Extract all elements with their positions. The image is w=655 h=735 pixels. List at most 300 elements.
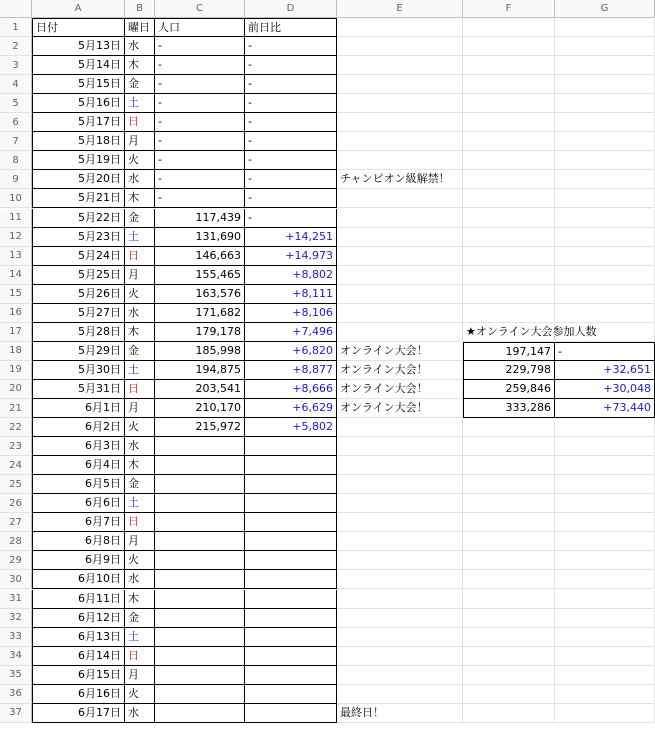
row-header-10[interactable]: 10 xyxy=(0,189,32,208)
weekday-cell[interactable]: 火 xyxy=(125,685,155,704)
row-header-1[interactable]: 1 xyxy=(0,18,32,37)
diff-cell[interactable]: - xyxy=(245,189,337,208)
grid-cell[interactable] xyxy=(463,685,555,704)
grid-cell[interactable] xyxy=(463,151,555,170)
date-cell[interactable]: 5月21日 xyxy=(32,189,125,208)
date-cell[interactable]: 5月23日 xyxy=(32,228,125,247)
population-cell[interactable] xyxy=(155,532,245,551)
population-cell[interactable]: 163,576 xyxy=(155,285,245,304)
date-cell[interactable]: 6月14日 xyxy=(32,647,125,666)
diff-cell[interactable] xyxy=(245,628,337,647)
note-cell[interactable]: オンライン大会！ xyxy=(337,399,463,418)
diff-cell[interactable] xyxy=(245,647,337,666)
row-header-19[interactable]: 19 xyxy=(0,361,32,380)
grid-cell[interactable] xyxy=(555,532,655,551)
column-header-g[interactable]: G xyxy=(555,0,655,18)
grid-cell[interactable] xyxy=(555,56,655,75)
diff-cell[interactable] xyxy=(245,456,337,475)
note-cell[interactable] xyxy=(337,323,463,342)
grid-cell[interactable] xyxy=(463,513,555,532)
row-header-15[interactable]: 15 xyxy=(0,285,32,304)
weekday-cell[interactable]: 土 xyxy=(125,94,155,113)
date-cell[interactable]: 5月27日 xyxy=(32,304,125,323)
column-header-e[interactable]: E xyxy=(337,0,463,18)
grid-cell[interactable] xyxy=(555,418,655,437)
population-cell[interactable] xyxy=(155,609,245,628)
date-cell[interactable]: 5月28日 xyxy=(32,323,125,342)
date-cell[interactable]: 6月15日 xyxy=(32,666,125,685)
row-header-6[interactable]: 6 xyxy=(0,113,32,132)
row-header-30[interactable]: 30 xyxy=(0,570,32,589)
row-header-13[interactable]: 13 xyxy=(0,247,32,266)
population-cell[interactable] xyxy=(155,685,245,704)
column-header-c[interactable]: C xyxy=(155,0,245,18)
population-cell[interactable]: 215,972 xyxy=(155,418,245,437)
tournament-diff-cell[interactable]: +30,048 xyxy=(555,380,655,399)
row-header-11[interactable]: 11 xyxy=(0,209,32,228)
row-header-35[interactable]: 35 xyxy=(0,666,32,685)
note-cell[interactable] xyxy=(337,418,463,437)
grid-cell[interactable] xyxy=(555,132,655,151)
note-cell[interactable]: チャンピオン級解禁！ xyxy=(337,170,463,189)
population-cell[interactable]: 210,170 xyxy=(155,399,245,418)
diff-cell[interactable]: +5,802 xyxy=(245,418,337,437)
note-cell[interactable]: オンライン大会！ xyxy=(337,361,463,380)
date-cell[interactable]: 5月17日 xyxy=(32,113,125,132)
note-cell[interactable] xyxy=(337,247,463,266)
grid-cell[interactable] xyxy=(555,704,655,723)
population-cell[interactable]: 171,682 xyxy=(155,304,245,323)
population-cell[interactable] xyxy=(155,570,245,589)
online-tournament-title[interactable]: ★オンライン大会参加人数 xyxy=(463,323,555,342)
diff-cell[interactable]: - xyxy=(245,56,337,75)
diff-cell[interactable]: +8,877 xyxy=(245,361,337,380)
weekday-cell[interactable]: 水 xyxy=(125,170,155,189)
grid-cell[interactable] xyxy=(555,37,655,56)
tournament-diff-cell[interactable]: +73,440 xyxy=(555,399,655,418)
note-cell[interactable] xyxy=(337,666,463,685)
grid-cell[interactable] xyxy=(463,18,555,37)
date-cell[interactable]: 6月8日 xyxy=(32,532,125,551)
diff-cell[interactable] xyxy=(245,513,337,532)
diff-cell[interactable] xyxy=(245,570,337,589)
grid-cell[interactable] xyxy=(337,18,463,37)
grid-cell[interactable] xyxy=(555,494,655,513)
population-cell[interactable]: 203,541 xyxy=(155,380,245,399)
weekday-cell[interactable]: 日 xyxy=(125,513,155,532)
note-cell[interactable] xyxy=(337,513,463,532)
date-cell[interactable]: 6月2日 xyxy=(32,418,125,437)
date-cell[interactable]: 6月11日 xyxy=(32,590,125,609)
date-cell[interactable]: 5月13日 xyxy=(32,37,125,56)
grid-cell[interactable] xyxy=(555,323,655,342)
diff-cell[interactable]: - xyxy=(245,209,337,228)
grid-cell[interactable] xyxy=(555,151,655,170)
weekday-cell[interactable]: 月 xyxy=(125,399,155,418)
weekday-cell[interactable]: 水 xyxy=(125,570,155,589)
weekday-cell[interactable]: 木 xyxy=(125,590,155,609)
row-header-25[interactable]: 25 xyxy=(0,475,32,494)
grid-cell[interactable] xyxy=(555,475,655,494)
row-header-4[interactable]: 4 xyxy=(0,75,32,94)
diff-cell[interactable]: +14,251 xyxy=(245,228,337,247)
diff-cell[interactable]: +8,106 xyxy=(245,304,337,323)
population-cell[interactable] xyxy=(155,647,245,666)
weekday-cell[interactable]: 水 xyxy=(125,437,155,456)
grid-cell[interactable] xyxy=(555,513,655,532)
note-cell[interactable] xyxy=(337,590,463,609)
row-header-31[interactable]: 31 xyxy=(0,590,32,609)
row-header-22[interactable]: 22 xyxy=(0,418,32,437)
grid-cell[interactable] xyxy=(463,475,555,494)
tournament-count-cell[interactable]: 333,286 xyxy=(463,399,555,418)
date-cell[interactable]: 5月30日 xyxy=(32,361,125,380)
population-cell[interactable]: - xyxy=(155,113,245,132)
row-header-14[interactable]: 14 xyxy=(0,266,32,285)
diff-cell[interactable]: - xyxy=(245,75,337,94)
note-cell[interactable] xyxy=(337,628,463,647)
grid-cell[interactable] xyxy=(555,170,655,189)
row-header-33[interactable]: 33 xyxy=(0,628,32,647)
note-cell[interactable] xyxy=(337,285,463,304)
date-cell[interactable]: 5月15日 xyxy=(32,75,125,94)
population-cell[interactable]: 155,465 xyxy=(155,266,245,285)
row-header-2[interactable]: 2 xyxy=(0,37,32,56)
grid-cell[interactable] xyxy=(463,590,555,609)
diff-cell[interactable]: +7,496 xyxy=(245,323,337,342)
diff-cell[interactable] xyxy=(245,590,337,609)
diff-cell[interactable]: +8,802 xyxy=(245,266,337,285)
row-header-8[interactable]: 8 xyxy=(0,151,32,170)
diff-cell[interactable]: - xyxy=(245,151,337,170)
note-cell[interactable] xyxy=(337,647,463,666)
row-header-9[interactable]: 9 xyxy=(0,170,32,189)
date-cell[interactable]: 5月20日 xyxy=(32,170,125,189)
population-cell[interactable]: - xyxy=(155,189,245,208)
row-header-26[interactable]: 26 xyxy=(0,494,32,513)
weekday-cell[interactable]: 月 xyxy=(125,666,155,685)
note-cell[interactable] xyxy=(337,94,463,113)
population-cell[interactable] xyxy=(155,590,245,609)
date-cell[interactable]: 5月18日 xyxy=(32,132,125,151)
grid-cell[interactable] xyxy=(463,37,555,56)
population-cell[interactable]: 117,439 xyxy=(155,209,245,228)
grid-cell[interactable] xyxy=(555,266,655,285)
population-cell[interactable]: - xyxy=(155,56,245,75)
population-cell[interactable]: - xyxy=(155,151,245,170)
grid-cell[interactable] xyxy=(463,551,555,570)
weekday-cell[interactable]: 木 xyxy=(125,56,155,75)
grid-cell[interactable] xyxy=(463,228,555,247)
column-header-f[interactable]: F xyxy=(463,0,555,18)
note-cell[interactable] xyxy=(337,113,463,132)
row-header-23[interactable]: 23 xyxy=(0,437,32,456)
note-cell[interactable] xyxy=(337,437,463,456)
grid-cell[interactable] xyxy=(555,94,655,113)
diff-cell[interactable] xyxy=(245,494,337,513)
note-cell[interactable] xyxy=(337,151,463,170)
weekday-cell[interactable]: 金 xyxy=(125,209,155,228)
column-header-a[interactable]: A xyxy=(32,0,125,18)
weekday-cell[interactable]: 日 xyxy=(125,247,155,266)
row-header-18[interactable]: 18 xyxy=(0,342,32,361)
grid-cell[interactable] xyxy=(463,56,555,75)
note-cell[interactable] xyxy=(337,456,463,475)
weekday-cell[interactable]: 月 xyxy=(125,532,155,551)
row-header-16[interactable]: 16 xyxy=(0,304,32,323)
row-header-17[interactable]: 17 xyxy=(0,323,32,342)
date-cell[interactable]: 5月14日 xyxy=(32,56,125,75)
note-cell[interactable] xyxy=(337,685,463,704)
diff-cell[interactable]: +6,820 xyxy=(245,342,337,361)
grid-cell[interactable] xyxy=(463,170,555,189)
date-cell[interactable]: 6月3日 xyxy=(32,437,125,456)
weekday-cell[interactable]: 火 xyxy=(125,151,155,170)
note-cell[interactable] xyxy=(337,56,463,75)
date-cell[interactable]: 6月1日 xyxy=(32,399,125,418)
date-cell[interactable]: 5月22日 xyxy=(32,209,125,228)
row-header-34[interactable]: 34 xyxy=(0,647,32,666)
diff-cell[interactable] xyxy=(245,551,337,570)
diff-cell[interactable]: +14,973 xyxy=(245,247,337,266)
tournament-diff-cell[interactable]: +32,651 xyxy=(555,361,655,380)
note-cell[interactable] xyxy=(337,304,463,323)
grid-cell[interactable] xyxy=(555,570,655,589)
date-cell[interactable]: 5月19日 xyxy=(32,151,125,170)
grid-cell[interactable] xyxy=(463,132,555,151)
row-header-24[interactable]: 24 xyxy=(0,456,32,475)
row-header-27[interactable]: 27 xyxy=(0,513,32,532)
population-cell[interactable]: 146,663 xyxy=(155,247,245,266)
diff-cell[interactable]: - xyxy=(245,170,337,189)
diff-cell[interactable] xyxy=(245,475,337,494)
row-header-21[interactable]: 21 xyxy=(0,399,32,418)
row-header-37[interactable]: 37 xyxy=(0,704,32,723)
weekday-cell[interactable]: 金 xyxy=(125,75,155,94)
date-cell[interactable]: 6月4日 xyxy=(32,456,125,475)
date-cell[interactable]: 6月12日 xyxy=(32,609,125,628)
population-cell[interactable]: - xyxy=(155,75,245,94)
header-cell-weekday[interactable]: 曜日 xyxy=(125,18,155,37)
note-cell[interactable] xyxy=(337,532,463,551)
date-cell[interactable]: 6月10日 xyxy=(32,570,125,589)
note-cell[interactable] xyxy=(337,551,463,570)
grid-cell[interactable] xyxy=(555,304,655,323)
weekday-cell[interactable]: 木 xyxy=(125,323,155,342)
grid-cell[interactable] xyxy=(555,551,655,570)
weekday-cell[interactable]: 土 xyxy=(125,494,155,513)
weekday-cell[interactable]: 水 xyxy=(125,37,155,56)
date-cell[interactable]: 5月16日 xyxy=(32,94,125,113)
grid-cell[interactable] xyxy=(555,75,655,94)
date-cell[interactable]: 5月25日 xyxy=(32,266,125,285)
date-cell[interactable]: 5月29日 xyxy=(32,342,125,361)
population-cell[interactable] xyxy=(155,475,245,494)
row-header-28[interactable]: 28 xyxy=(0,532,32,551)
note-cell[interactable]: オンライン大会！ xyxy=(337,342,463,361)
diff-cell[interactable] xyxy=(245,532,337,551)
row-header-36[interactable]: 36 xyxy=(0,685,32,704)
diff-cell[interactable] xyxy=(245,704,337,723)
row-header-20[interactable]: 20 xyxy=(0,380,32,399)
note-cell[interactable] xyxy=(337,189,463,208)
grid-cell[interactable] xyxy=(463,94,555,113)
grid-cell[interactable] xyxy=(555,647,655,666)
population-cell[interactable]: - xyxy=(155,170,245,189)
grid-cell[interactable] xyxy=(463,285,555,304)
population-cell[interactable] xyxy=(155,513,245,532)
weekday-cell[interactable]: 日 xyxy=(125,647,155,666)
grid-cell[interactable] xyxy=(463,456,555,475)
grid-cell[interactable] xyxy=(463,304,555,323)
grid-cell[interactable] xyxy=(463,418,555,437)
diff-cell[interactable]: - xyxy=(245,37,337,56)
date-cell[interactable]: 6月16日 xyxy=(32,685,125,704)
population-cell[interactable]: - xyxy=(155,37,245,56)
weekday-cell[interactable]: 木 xyxy=(125,456,155,475)
grid-cell[interactable] xyxy=(463,189,555,208)
date-cell[interactable]: 6月6日 xyxy=(32,494,125,513)
grid-cell[interactable] xyxy=(555,609,655,628)
population-cell[interactable] xyxy=(155,456,245,475)
population-cell[interactable]: 194,875 xyxy=(155,361,245,380)
header-cell-date[interactable]: 日付 xyxy=(32,18,125,37)
grid-cell[interactable] xyxy=(463,437,555,456)
header-cell-diff[interactable]: 前日比 xyxy=(245,18,337,37)
grid-cell[interactable] xyxy=(463,494,555,513)
date-cell[interactable]: 6月7日 xyxy=(32,513,125,532)
row-header-29[interactable]: 29 xyxy=(0,551,32,570)
grid-cell[interactable] xyxy=(555,628,655,647)
diff-cell[interactable]: - xyxy=(245,94,337,113)
header-cell-population[interactable]: 人口 xyxy=(155,18,245,37)
column-header-d[interactable]: D xyxy=(245,0,337,18)
grid-cell[interactable] xyxy=(555,209,655,228)
grid-cell[interactable] xyxy=(555,590,655,609)
weekday-cell[interactable]: 月 xyxy=(125,266,155,285)
weekday-cell[interactable]: 金 xyxy=(125,342,155,361)
grid-cell[interactable] xyxy=(463,532,555,551)
grid-cell[interactable] xyxy=(555,228,655,247)
note-cell[interactable]: 最終日！ xyxy=(337,704,463,723)
grid-cell[interactable] xyxy=(555,437,655,456)
grid-cell[interactable] xyxy=(463,628,555,647)
note-cell[interactable] xyxy=(337,37,463,56)
grid-cell[interactable] xyxy=(555,666,655,685)
note-cell[interactable] xyxy=(337,494,463,513)
date-cell[interactable]: 6月13日 xyxy=(32,628,125,647)
grid-cell[interactable] xyxy=(555,18,655,37)
note-cell[interactable] xyxy=(337,266,463,285)
row-header-3[interactable]: 3 xyxy=(0,56,32,75)
diff-cell[interactable] xyxy=(245,609,337,628)
grid-cell[interactable] xyxy=(463,209,555,228)
population-cell[interactable]: 131,690 xyxy=(155,228,245,247)
population-cell[interactable] xyxy=(155,551,245,570)
grid-cell[interactable] xyxy=(463,666,555,685)
grid-cell[interactable] xyxy=(555,113,655,132)
select-all-corner[interactable] xyxy=(0,0,32,18)
diff-cell[interactable]: +6,629 xyxy=(245,399,337,418)
grid-cell[interactable] xyxy=(555,285,655,304)
diff-cell[interactable]: - xyxy=(245,132,337,151)
diff-cell[interactable] xyxy=(245,685,337,704)
grid-cell[interactable] xyxy=(555,456,655,475)
date-cell[interactable]: 5月26日 xyxy=(32,285,125,304)
grid-cell[interactable] xyxy=(463,113,555,132)
diff-cell[interactable]: - xyxy=(245,113,337,132)
grid-cell[interactable] xyxy=(555,247,655,266)
date-cell[interactable]: 5月31日 xyxy=(32,380,125,399)
grid-cell[interactable] xyxy=(463,704,555,723)
population-cell[interactable]: - xyxy=(155,94,245,113)
note-cell[interactable] xyxy=(337,609,463,628)
weekday-cell[interactable]: 水 xyxy=(125,704,155,723)
tournament-diff-cell[interactable]: - xyxy=(555,342,655,361)
population-cell[interactable]: 179,178 xyxy=(155,323,245,342)
diff-cell[interactable] xyxy=(245,666,337,685)
diff-cell[interactable]: +8,666 xyxy=(245,380,337,399)
date-cell[interactable]: 5月24日 xyxy=(32,247,125,266)
note-cell[interactable] xyxy=(337,209,463,228)
note-cell[interactable]: オンライン大会！ xyxy=(337,380,463,399)
grid-cell[interactable] xyxy=(555,685,655,704)
weekday-cell[interactable]: 木 xyxy=(125,189,155,208)
grid-cell[interactable] xyxy=(463,609,555,628)
grid-cell[interactable] xyxy=(555,189,655,208)
weekday-cell[interactable]: 金 xyxy=(125,475,155,494)
note-cell[interactable] xyxy=(337,570,463,589)
weekday-cell[interactable]: 土 xyxy=(125,228,155,247)
row-header-32[interactable]: 32 xyxy=(0,609,32,628)
note-cell[interactable] xyxy=(337,75,463,94)
date-cell[interactable]: 6月17日 xyxy=(32,704,125,723)
grid-cell[interactable] xyxy=(463,570,555,589)
weekday-cell[interactable]: 土 xyxy=(125,361,155,380)
weekday-cell[interactable]: 金 xyxy=(125,609,155,628)
weekday-cell[interactable]: 日 xyxy=(125,113,155,132)
grid-cell[interactable] xyxy=(463,247,555,266)
weekday-cell[interactable]: 日 xyxy=(125,380,155,399)
weekday-cell[interactable]: 月 xyxy=(125,132,155,151)
tournament-count-cell[interactable]: 229,798 xyxy=(463,361,555,380)
row-header-12[interactable]: 12 xyxy=(0,228,32,247)
population-cell[interactable] xyxy=(155,437,245,456)
population-cell[interactable] xyxy=(155,704,245,723)
weekday-cell[interactable]: 土 xyxy=(125,628,155,647)
population-cell[interactable]: - xyxy=(155,132,245,151)
population-cell[interactable] xyxy=(155,666,245,685)
population-cell[interactable] xyxy=(155,494,245,513)
weekday-cell[interactable]: 火 xyxy=(125,418,155,437)
tournament-count-cell[interactable]: 259,846 xyxy=(463,380,555,399)
weekday-cell[interactable]: 水 xyxy=(125,304,155,323)
grid-cell[interactable] xyxy=(463,647,555,666)
note-cell[interactable] xyxy=(337,228,463,247)
grid-cell[interactable] xyxy=(463,75,555,94)
note-cell[interactable] xyxy=(337,132,463,151)
tournament-count-cell[interactable]: 197,147 xyxy=(463,342,555,361)
date-cell[interactable]: 6月9日 xyxy=(32,551,125,570)
weekday-cell[interactable]: 火 xyxy=(125,551,155,570)
note-cell[interactable] xyxy=(337,475,463,494)
date-cell[interactable]: 6月5日 xyxy=(32,475,125,494)
weekday-cell[interactable]: 火 xyxy=(125,285,155,304)
row-header-7[interactable]: 7 xyxy=(0,132,32,151)
column-header-b[interactable]: B xyxy=(125,0,155,18)
population-cell[interactable] xyxy=(155,628,245,647)
diff-cell[interactable]: +8,111 xyxy=(245,285,337,304)
